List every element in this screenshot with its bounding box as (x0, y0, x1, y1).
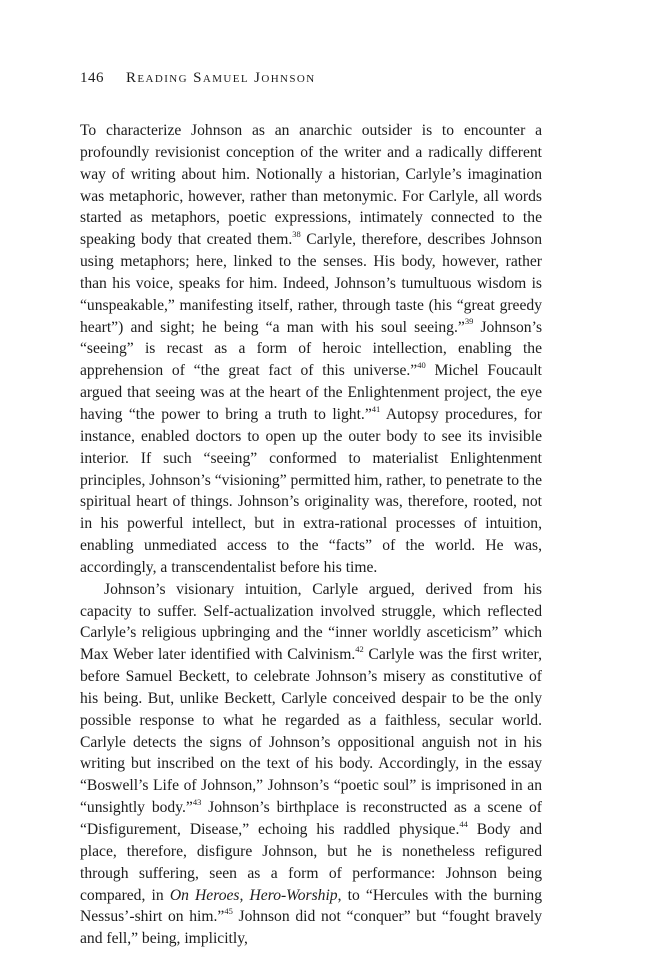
text-run: Autopsy procedures, for instance, enabled doctors to open up the outer body to see its invisible interior. If such “seeing” conformed to materialist Enlightenment principles, Johnson’s “visioning” permitted him, rather, to penetrate to the spiritual heart of things. Johnson’s originality was, therefore, rooted, not in his powerful intellect, but in extra-rational processes of intuition, enabling unmediated access to the “facts” of the world. He was, accordingly, a transcendentalist before his time. (80, 405, 543, 576)
footnote-ref: 41 (371, 403, 381, 414)
text-run: Johnson’s “seeing” is recast as a form of heroic intellection, enabling the apprehension of “the great fact of this universe.” (80, 318, 543, 380)
paragraph (80, 120, 542, 579)
running-title: Reading Samuel Johnson (126, 70, 316, 86)
text-run: To characterize Johnson as an anarchic outsider is to encounter a profoundly revisionist conception of the writer and a radically different way of writing about him. Notionally a historian, Carlyle’s imagination was metaphoric, however, rather than metonymic. For Carlyle, all words started as metaphors, poetic expressions, intimately connected to the speaking body that created them. (80, 122, 542, 249)
book-page (80, 70, 542, 950)
footnote-ref: 44 (459, 818, 468, 829)
footnote-ref: 40 (417, 360, 426, 371)
text-run: Michel Foucault argued that seeing was at the heart of the Enlightenment project, the eye having “the power to bring a truth to light.” (80, 362, 542, 423)
footnote-ref: 45 (224, 906, 233, 917)
paragraph (80, 579, 542, 950)
text-run: Johnson’s visionary intuition, Carlyle argued, derived from his capacity to suffer. Self-actualization involved struggle, which reflected Carlyle’s religious upbringing and the “inner worldly asceticism” which Max Weber later identified with Calvinism. (80, 580, 542, 664)
text-run: Johnson did not “conquer” but “fought bravely and fell,” being, implicitly, (80, 908, 542, 948)
text-run: Body and place, therefore, disfigure Johnson, but he is nonetheless refigured through suffering, seen as a form of performance: Johnson being compared, in (80, 821, 542, 904)
text-run: Carlyle was the first writer, before Samuel Beckett, to celebrate Johnson’s misery as constitutive of his being. But, unlike Beckett, Carlyle conceived despair to be the only possible response to what he regarded as a faithless, secular world. Carlyle detects the signs of Johnson’s oppositional anguish not in his writing but inscribed on the text of his body. Accordingly, in the essay “Boswell’s Life of Johnson,” Johnson’s “poetic soul” is imprisoned in an “unsightly body.” (80, 646, 542, 817)
italic-title: On Heroes, Hero-Worship (169, 886, 338, 904)
page-number: 146 (80, 70, 104, 86)
text-run: , to “Hercules with the burning Nessus’-shirt on him.” (80, 886, 542, 926)
running-head (80, 70, 542, 92)
body-text (80, 120, 542, 950)
text-run: Carlyle, therefore, describes Johnson using metaphors; here, linked to the senses. His body, however, rather than his voice, speaks for him. Indeed, Johnson’s tumultuous wisdom is “unspeakable,” manifesting itself, rather, through taste (his “great greedy heart”) and sight; he being “a man with his soul seeing.” (80, 231, 543, 336)
footnote-ref: 43 (192, 796, 202, 807)
footnote-ref: 38 (292, 229, 301, 240)
text-run: Johnson’s birthplace is reconstructed as a scene of “Disfigurement, Disease,” echoing his raddled physique. (80, 799, 542, 838)
footnote-ref: 39 (464, 316, 474, 327)
footnote-ref: 42 (355, 644, 364, 655)
